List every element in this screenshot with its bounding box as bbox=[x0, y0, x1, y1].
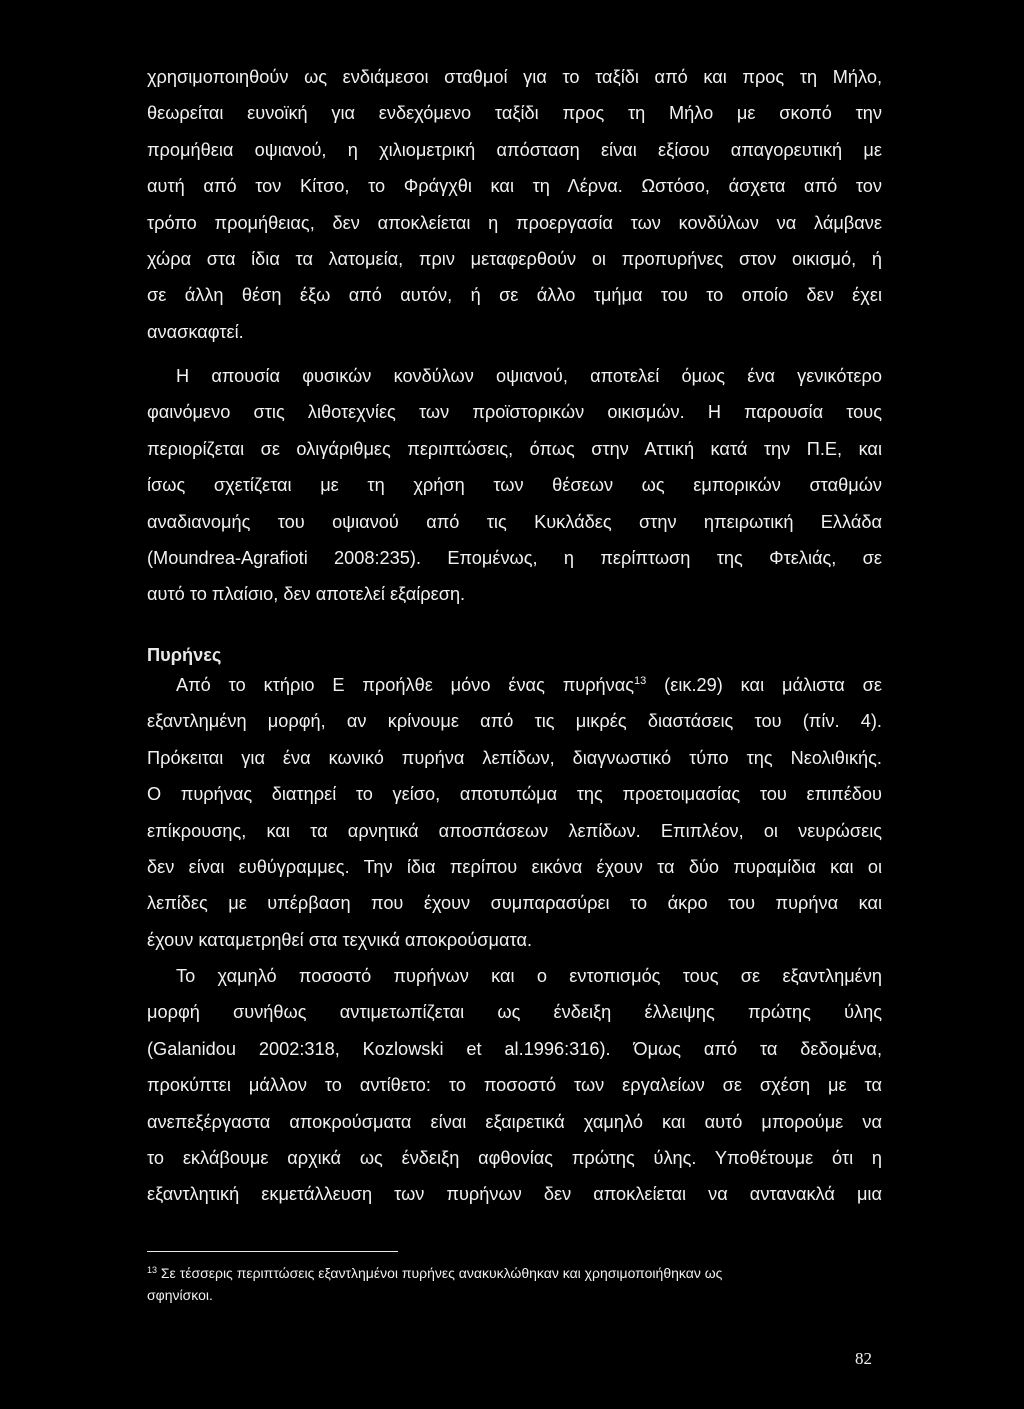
text-line: χρησιμοποιηθούν ως ενδιάμεσοι σταθμοί για το ταξίδι από και προς τη Μήλο, bbox=[147, 67, 882, 87]
text-run: (εικ.29) και μάλιστα σε bbox=[646, 675, 882, 695]
paragraph-4 bbox=[147, 958, 882, 1213]
page-number: 82 bbox=[855, 1349, 872, 1368]
text-line: επίκρουσης, και τα αρνητικά αποσπάσεων λεπίδων. Επιπλέον, οι νευρώσεις bbox=[147, 820, 882, 841]
text-line: Το χαμηλό ποσοστό πυρήνων και ο εντοπισμός τους σε εξαντλημένη bbox=[176, 966, 882, 986]
text-line: θεωρείται ευνοϊκή για ενδεχόμενο ταξίδι προς τη Μήλο με σκοπό την bbox=[147, 103, 882, 124]
text-line: (Galanidou 2002:318, Kozlowski et al.1996:316). Όμως από τα δεδομένα, bbox=[147, 1038, 882, 1059]
text-line: Η απουσία φυσικών κονδύλων οψιανού, αποτελεί όμως ένα γενικότερο bbox=[176, 366, 882, 386]
paragraph-1 bbox=[147, 59, 882, 350]
text-line: αυτή από τον Κίτσο, το Φράγχθι και τη Λέρνα. Ωστόσο, άσχετα από τον bbox=[147, 176, 882, 197]
text-line: εξαντλητική εκμετάλλευση των πυρήνων δεν αποκλείεται να αντανακλά μια bbox=[147, 1184, 882, 1205]
text-line: φαινόμενο στις λιθοτεχνίες των προϊστορικών οικισμών. Η παρουσία τους bbox=[147, 402, 882, 423]
text-line: Ο πυρήνας διατηρεί το γείσο, αποτυπώμα της προετοιμασίας του επιπέδου bbox=[147, 784, 882, 805]
text-run: Από το κτήριο Ε προήλθε μόνο ένας πυρήνας bbox=[176, 675, 635, 695]
paragraph-2 bbox=[147, 358, 882, 613]
footnote-ref[interactable]: 13 bbox=[634, 675, 647, 687]
footnote bbox=[147, 1262, 882, 1306]
footnote-text: Σε τέσσερις περιπτώσεις εξαντλημένοι πυρήνες ανακυκλώθηκαν και χρησιμοποιήθηκαν ως bbox=[157, 1265, 723, 1281]
text-line: χώρα στα ίδια τα λατομεία, πριν μεταφερθούν οι προπυρήνες στον οικισμό, ή bbox=[147, 248, 882, 269]
paragraph-3 bbox=[147, 667, 882, 958]
text-line: (Moundrea-Agrafioti 2008:235). Επομένως, η περίπτωση της Φτελιάς, σε bbox=[147, 547, 882, 568]
text-line: ανεπεξέργαστα αποκρούσματα είναι εξαιρετικά χαμηλό και αυτό μπορούμε να bbox=[147, 1111, 882, 1132]
text-line: ίσως σχετίζεται με τη χρήση των θέσεων ως εμπορικών σταθμών bbox=[147, 475, 882, 496]
text-line: τρόπο προμήθειας, δεν αποκλείεται η προεργασία των κονδύλων να λάμβανε bbox=[147, 212, 882, 233]
text-line: περιορίζεται σε ολιγάριθμες περιπτώσεις, όπως στην Αττική κατά την Π.Ε, και bbox=[147, 438, 882, 459]
footnote-line bbox=[147, 1262, 882, 1284]
text-line: αυτό το πλαίσιο, δεν αποτελεί εξαίρεση. bbox=[147, 584, 466, 605]
section-heading: Πυρήνες bbox=[147, 645, 222, 665]
text-line bbox=[147, 667, 882, 703]
text-line: το εκλάβουμε αρχικά ως ένδειξη αφθονίας πρώτης ύλης. Υποθέτουμε ότι η bbox=[147, 1147, 882, 1168]
text-line: αναδιανομής του οψιανού από τις Κυκλάδες στην ηπειρωτική Ελλάδα bbox=[147, 511, 882, 532]
footnote-separator bbox=[147, 1251, 398, 1252]
footnote-line: σφηνίσκοι. bbox=[147, 1287, 213, 1303]
text-line: Πρόκειται για ένα κωνικό πυρήνα λεπίδων, διαγνωστικό τύπο της Νεολιθικής. bbox=[147, 747, 882, 768]
text-line: εξαντλημένη μορφή, αν κρίνουμε από τις μικρές διαστάσεις του (πίν. 4). bbox=[147, 711, 882, 732]
text-line: προκύπτει μάλλον το αντίθετο: το ποσοστό των εργαλείων σε σχέση με τα bbox=[147, 1075, 882, 1096]
text-line: ανασκαφτεί. bbox=[147, 321, 244, 342]
text-line: δεν είναι ευθύγραμμες. Την ίδια περίπου εικόνα έχουν τα δύο πυραμίδια και οι bbox=[147, 856, 882, 877]
text-line: σε άλλη θέση έξω από αυτόν, ή σε άλλο τμήμα του το οποίο δεν έχει bbox=[147, 285, 882, 306]
text-line: προμήθεια οψιανού, η χιλιομετρική απόσταση είναι εξίσου απαγορευτική με bbox=[147, 139, 882, 160]
text-line: μορφή συνήθως αντιμετωπίζεται ως ένδειξη έλλειψης πρώτης ύλης bbox=[147, 1002, 882, 1023]
footnote-number: 13 bbox=[147, 1265, 158, 1275]
text-line: λεπίδες με υπέρβαση που έχουν συμπαρασύρει το άκρο του πυρήνα και bbox=[147, 893, 882, 914]
text-line: έχουν καταμετρηθεί στα τεχνικά αποκρούσματα. bbox=[147, 929, 533, 950]
